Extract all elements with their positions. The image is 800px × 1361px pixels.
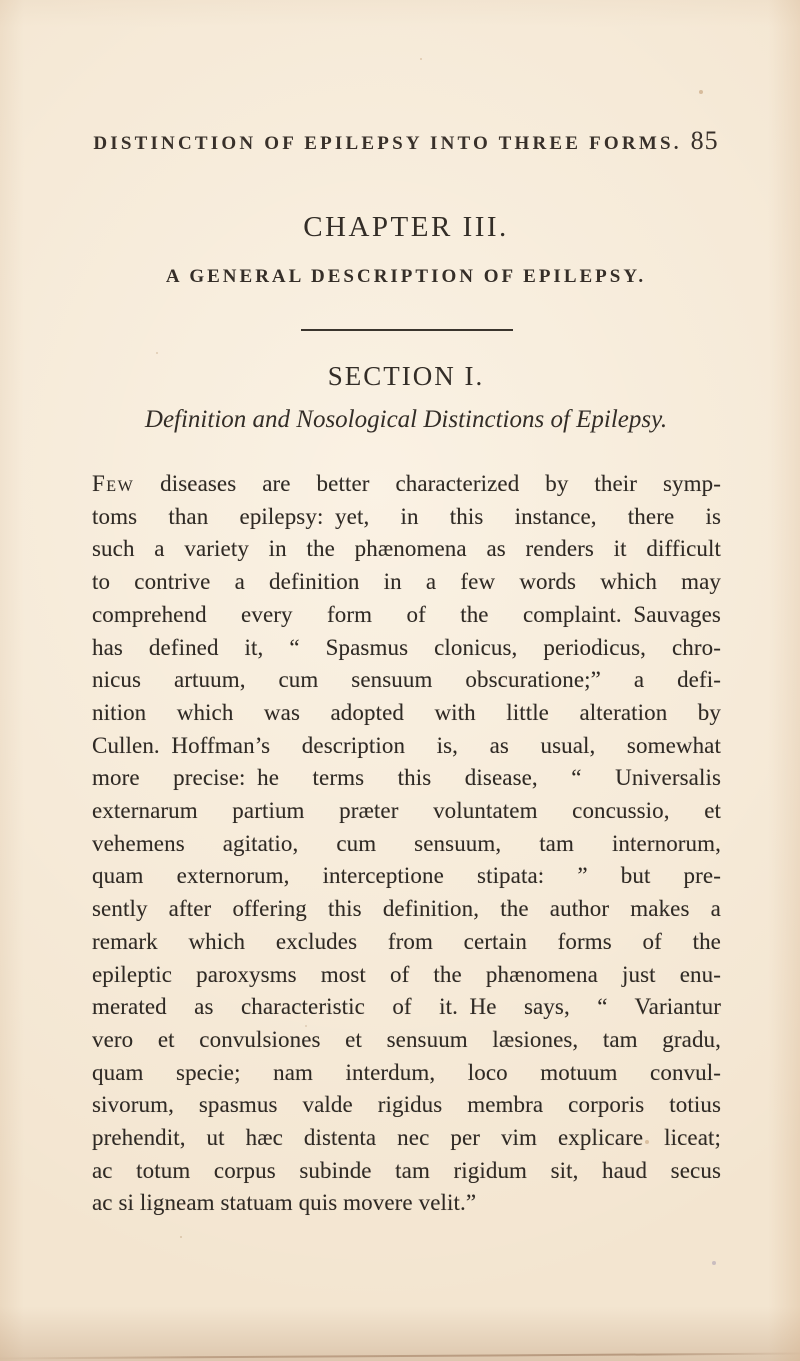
body-line: merated as characteristic of it. He says, “ Variantur (92, 994, 721, 1020)
body-line: vero et convulsiones et sensuum læsiones, tam gradu, (92, 1026, 721, 1052)
lead-word: Few (92, 471, 135, 496)
paper-specks (0, 0, 2, 2)
body-line: nicus artuum, cum sensuum obscuratione;” a defi- (92, 667, 721, 693)
body-line: externarum partium præter voluntatem concussio, et (92, 798, 721, 824)
page-edge-shadow (0, 1352, 800, 1359)
body-line-first-text: diseases are better characterized by their symp- (134, 471, 721, 496)
body-line: Cullen. Hoffman’s description is, as usual, somewhat (92, 732, 721, 758)
body-line: remark which excludes from certain forms of the (92, 928, 721, 954)
body-line: ac totum corpus subinde tam rigidum sit, haud secus (92, 1157, 721, 1183)
body-line: sently after offering this definition, the author makes a (92, 896, 721, 922)
body-line: such a variety in the phænomena as renders it difficult (92, 536, 721, 562)
body-line: ac si ligneam statuam quis movere velit.” (92, 1190, 477, 1216)
body-text (92, 468, 721, 1220)
body-line: toms than epilepsy: yet, in this instance, there is (92, 503, 721, 529)
page-number: 85 (690, 126, 719, 155)
chapter-title: CHAPTER III. (303, 211, 509, 243)
body-line: epileptic paroxysms most of the phænomena just enu- (92, 961, 721, 987)
body-line: vehemens agitatio, cum sensuum, tam internorum, (92, 830, 721, 856)
body-line: nition which was adopted with little alteration by (92, 699, 721, 725)
body-line: more precise: he terms this disease, “ Universalis (92, 765, 721, 791)
section-title: SECTION I. (327, 361, 485, 391)
body-line: to contrive a definition in a few words which may (92, 569, 721, 595)
body-line: prehendit, ut hæc distenta nec per vim explicare liceat; (92, 1125, 721, 1151)
body-line: sivorum, spasmus valde rigidus membra corporis totius (92, 1092, 721, 1118)
body-line: has defined it, “ Spasmus clonicus, periodicus, chro- (92, 634, 721, 660)
chapter-subtitle: A GENERAL DESCRIPTION OF EPILEPSY. (165, 266, 647, 287)
body-line: comprehend every form of the complaint. Sauvages (92, 601, 721, 627)
running-header-title: DISTINCTION OF EPILEPSY INTO THREE FORMS. (93, 133, 682, 154)
body-lines (92, 501, 721, 1220)
body-line-first (92, 468, 721, 501)
running-header (92, 126, 720, 156)
divider-rule (301, 329, 513, 331)
body-line: quam specie; nam interdum, loco motuum convul- (92, 1059, 721, 1085)
section-subtitle: Definition and Nosological Distinctions of Epilepsy. (144, 406, 668, 433)
body-line: quam externorum, interceptione stipata: ” but pre- (92, 863, 721, 889)
